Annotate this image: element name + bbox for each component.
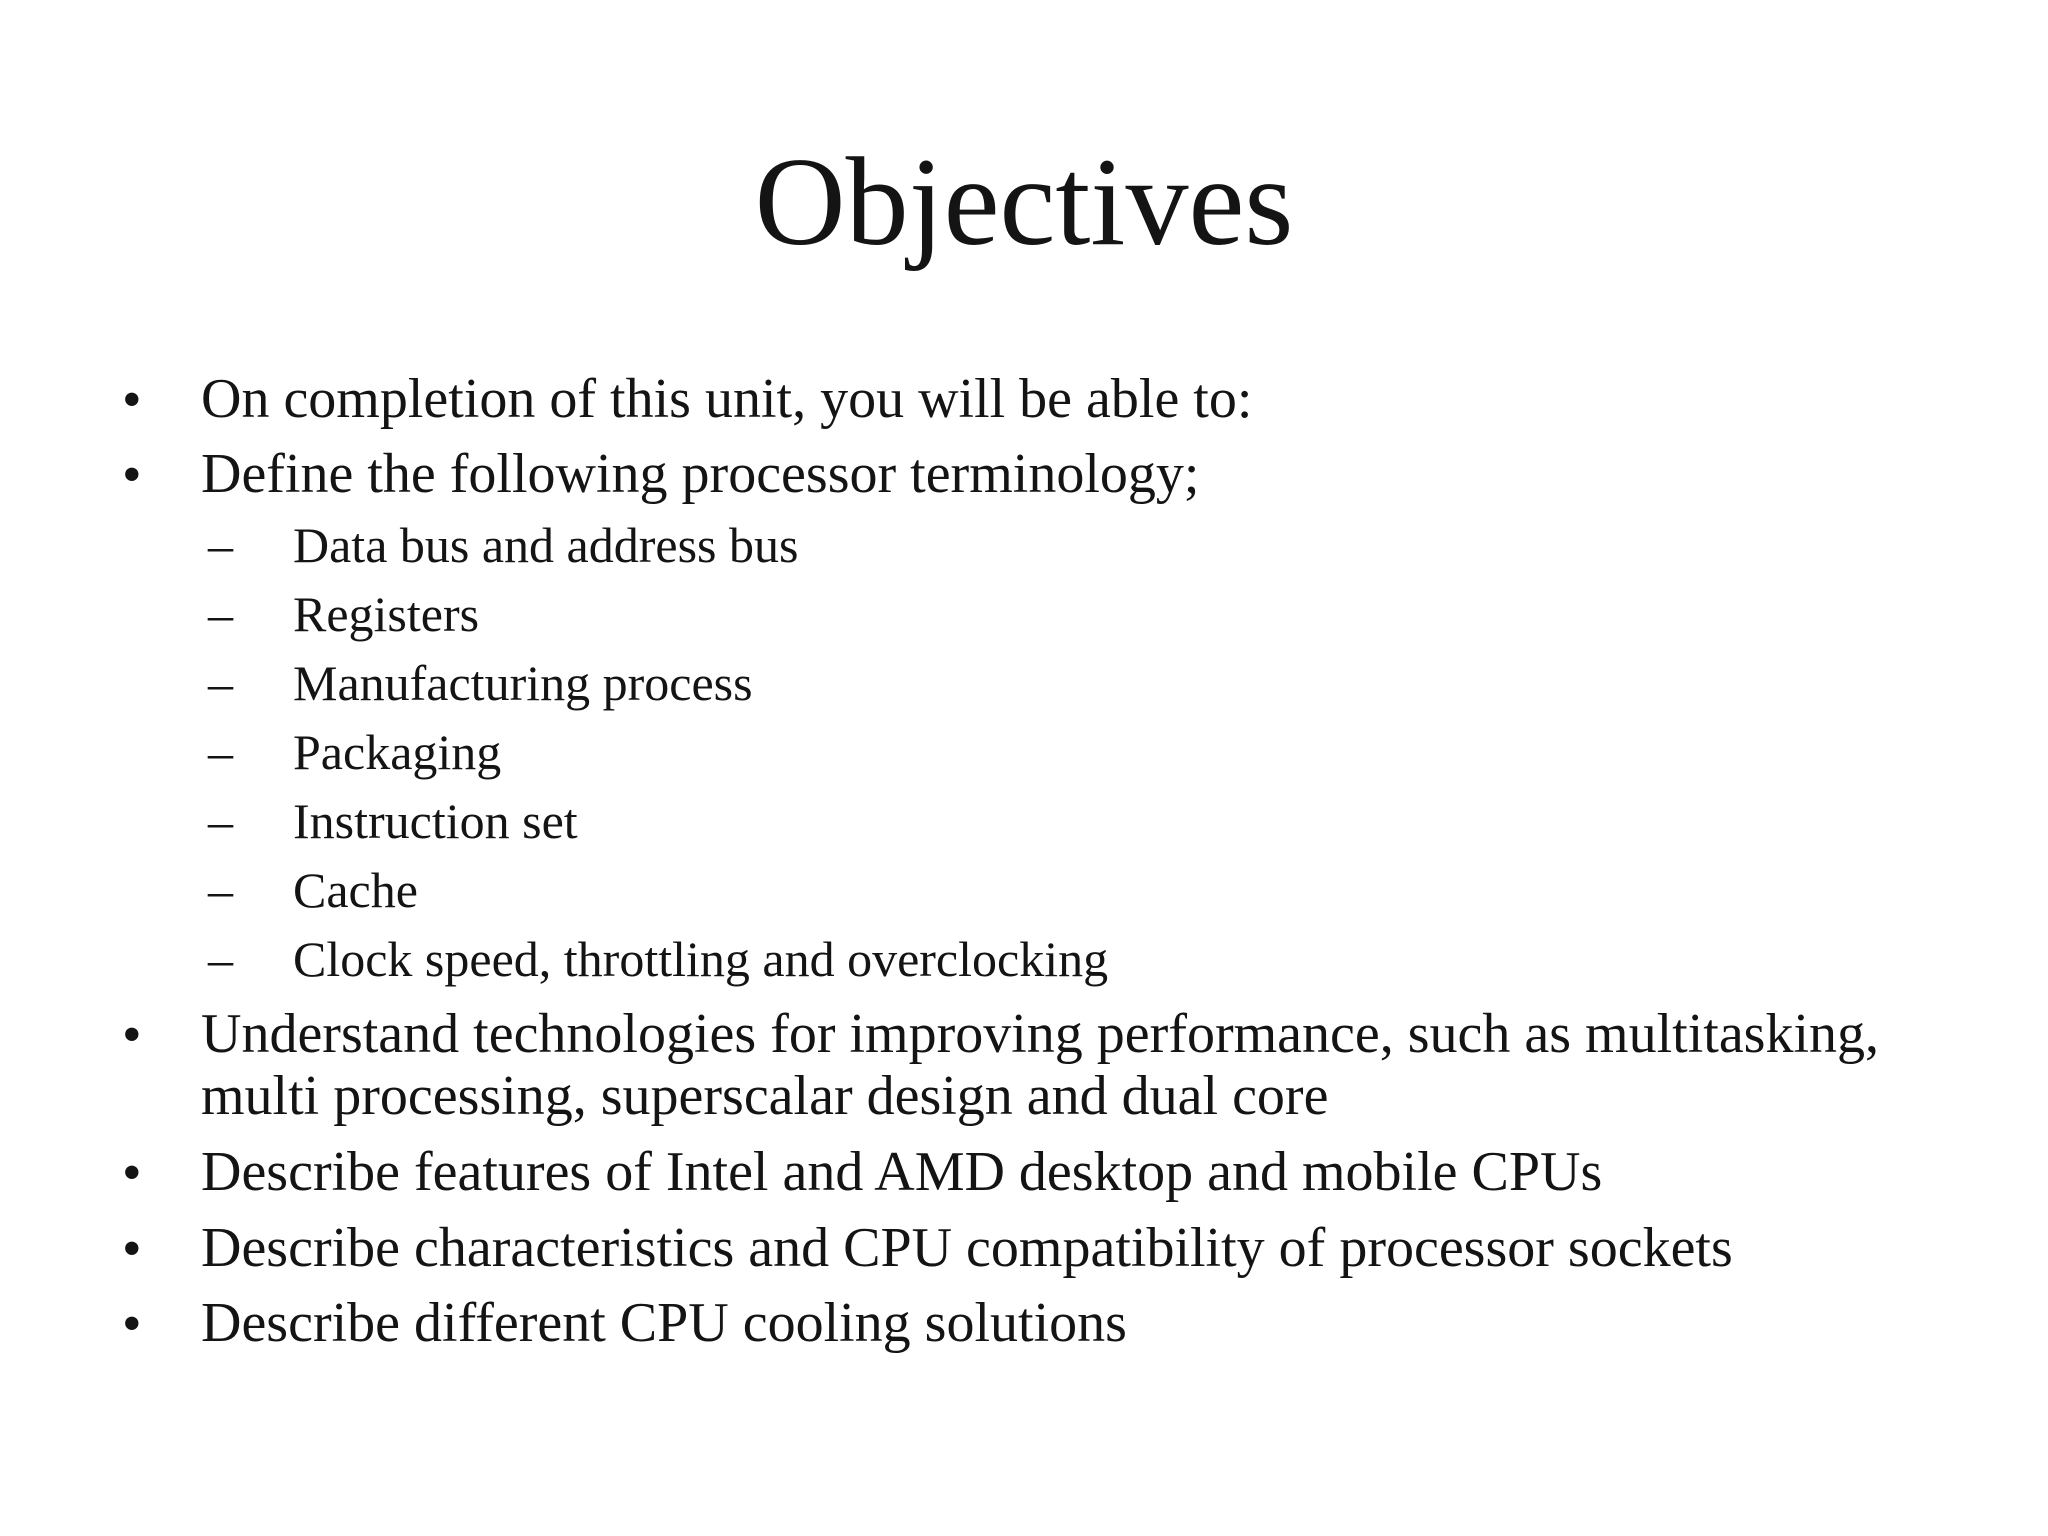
- list-item-text: Understand technologies for improving performance, such as multitasking, multi processing, superscalar design and dual core: [201, 1003, 1880, 1127]
- dash-icon: –: [208, 931, 233, 987]
- sub-list-item-text: Registers: [293, 586, 480, 642]
- sub-list-item-text: Packaging: [293, 724, 502, 780]
- list-item-text: Describe different CPU cooling solutions: [201, 1292, 1127, 1354]
- bullet-icon: •: [122, 369, 142, 431]
- bullet-icon: •: [122, 1293, 142, 1355]
- dash-icon: –: [208, 862, 233, 918]
- bullet-icon: •: [122, 1142, 142, 1204]
- slide-title: Objectives: [754, 133, 1294, 272]
- sub-list-item-text: Manufacturing process: [293, 655, 753, 711]
- list-item-text: Define the following processor terminology;: [201, 443, 1200, 505]
- list-item-text: Describe features of Intel and AMD desktop and mobile CPUs: [201, 1141, 1603, 1203]
- bullet-icon: •: [122, 444, 142, 506]
- bullet-icon: •: [122, 1004, 142, 1066]
- dash-icon: –: [208, 793, 233, 849]
- dash-icon: –: [208, 586, 233, 642]
- sub-list-item-text: Instruction set: [293, 793, 578, 849]
- list-item-text: Describe characteristics and CPU compatibility of processor sockets: [201, 1217, 1733, 1279]
- sub-list-item-text: Clock speed, throttling and overclocking: [293, 931, 1109, 987]
- dash-icon: –: [208, 655, 233, 711]
- bullet-icon: •: [122, 1218, 142, 1280]
- sub-list-item-text: Cache: [293, 862, 418, 918]
- list-item-text: On completion of this unit, you will be able to:: [201, 368, 1253, 430]
- dash-icon: –: [208, 724, 233, 780]
- dash-icon: –: [208, 517, 233, 573]
- sub-list-item-text: Data bus and address bus: [293, 517, 799, 573]
